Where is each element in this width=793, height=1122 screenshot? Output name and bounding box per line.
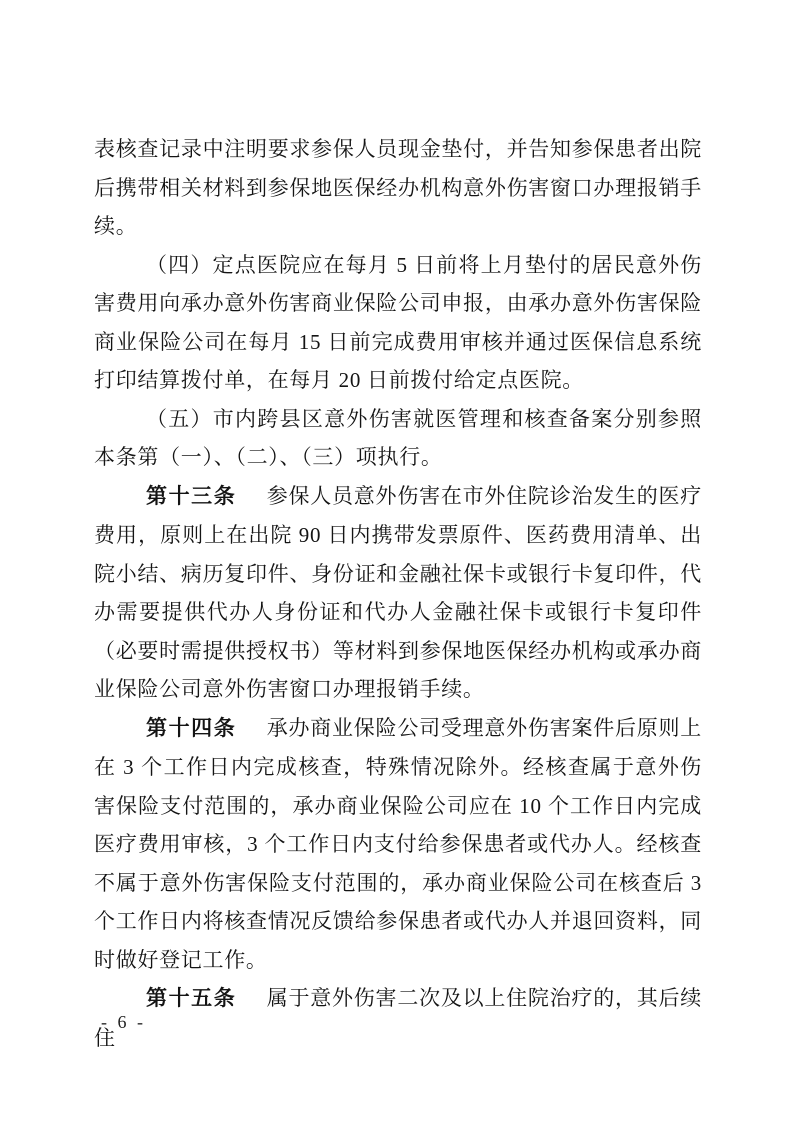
paragraph-article-13	[94, 477, 702, 709]
document-body	[94, 130, 702, 1057]
paragraph-article-15	[94, 979, 702, 1057]
article-14-heading: 第十四条	[146, 716, 237, 740]
paragraph-continuation	[94, 130, 702, 246]
article-15-heading: 第十五条	[146, 987, 237, 1010]
paragraph-article-14	[94, 709, 702, 980]
paragraph-text: 表核查记录中注明要求参保人员现金垫付，并告知参保患者出院后携带相关材料到参保地医保经办机构意外伤害窗口办理报销手续。	[94, 137, 702, 238]
article-13-heading: 第十三条	[146, 484, 237, 508]
paragraph-text: 参保人员意外伤害在市外住院诊治发生的医疗费用，原则上在出院 90 日内携带发票原件、医药费用清单、出院小结、病历复印件、身份证和金融社保卡或银行卡复印件，代办需要提供代办人身份证和代办人金融社保卡或银行卡复印件（必要时需提供授权书）等材料到参保地医保经办机构或承办商业保险公司意外伤害窗口办理报销手续。	[94, 483, 703, 701]
paragraph-text: （四）定点医院应在每月 5 日前将上月垫付的居民意外伤害费用向承办意外伤害商业保险公司申报，由承办意外伤害保险商业保险公司在每月 15 日前完成费用审核并通过医保信息系统打印结算拨付单，在每月 20 日前拨付给定点医院。	[94, 252, 702, 392]
page-number: - 6 -	[101, 1012, 146, 1032]
paragraph-item-4	[94, 246, 702, 400]
paragraph-text: 承办商业保险公司受理意外伤害案件后原则上在 3 个工作日内完成核查，特殊情况除外。经核查属于意外伤害保险支付范围的，承办商业保险公司应在 10 个工作日内完成医疗费用审核，3 个工作日内支付给参保患者或代办人。经核查不属于意外伤害保险支付范围的，承办商业保险公司在核查后 3 个工作日内将核查情况反馈给参保患者或代办人并退回资料，同时做好登记工作。	[94, 715, 703, 972]
paragraph-text: （五）市内跨县区意外伤害就医管理和核查备案分别参照本条第（一）、（二）、（三）项执行。	[94, 406, 702, 469]
paragraph-text: 属于意外伤害二次及以上住院治疗的，其后续住	[94, 986, 703, 1050]
paragraph-item-5	[94, 400, 702, 477]
